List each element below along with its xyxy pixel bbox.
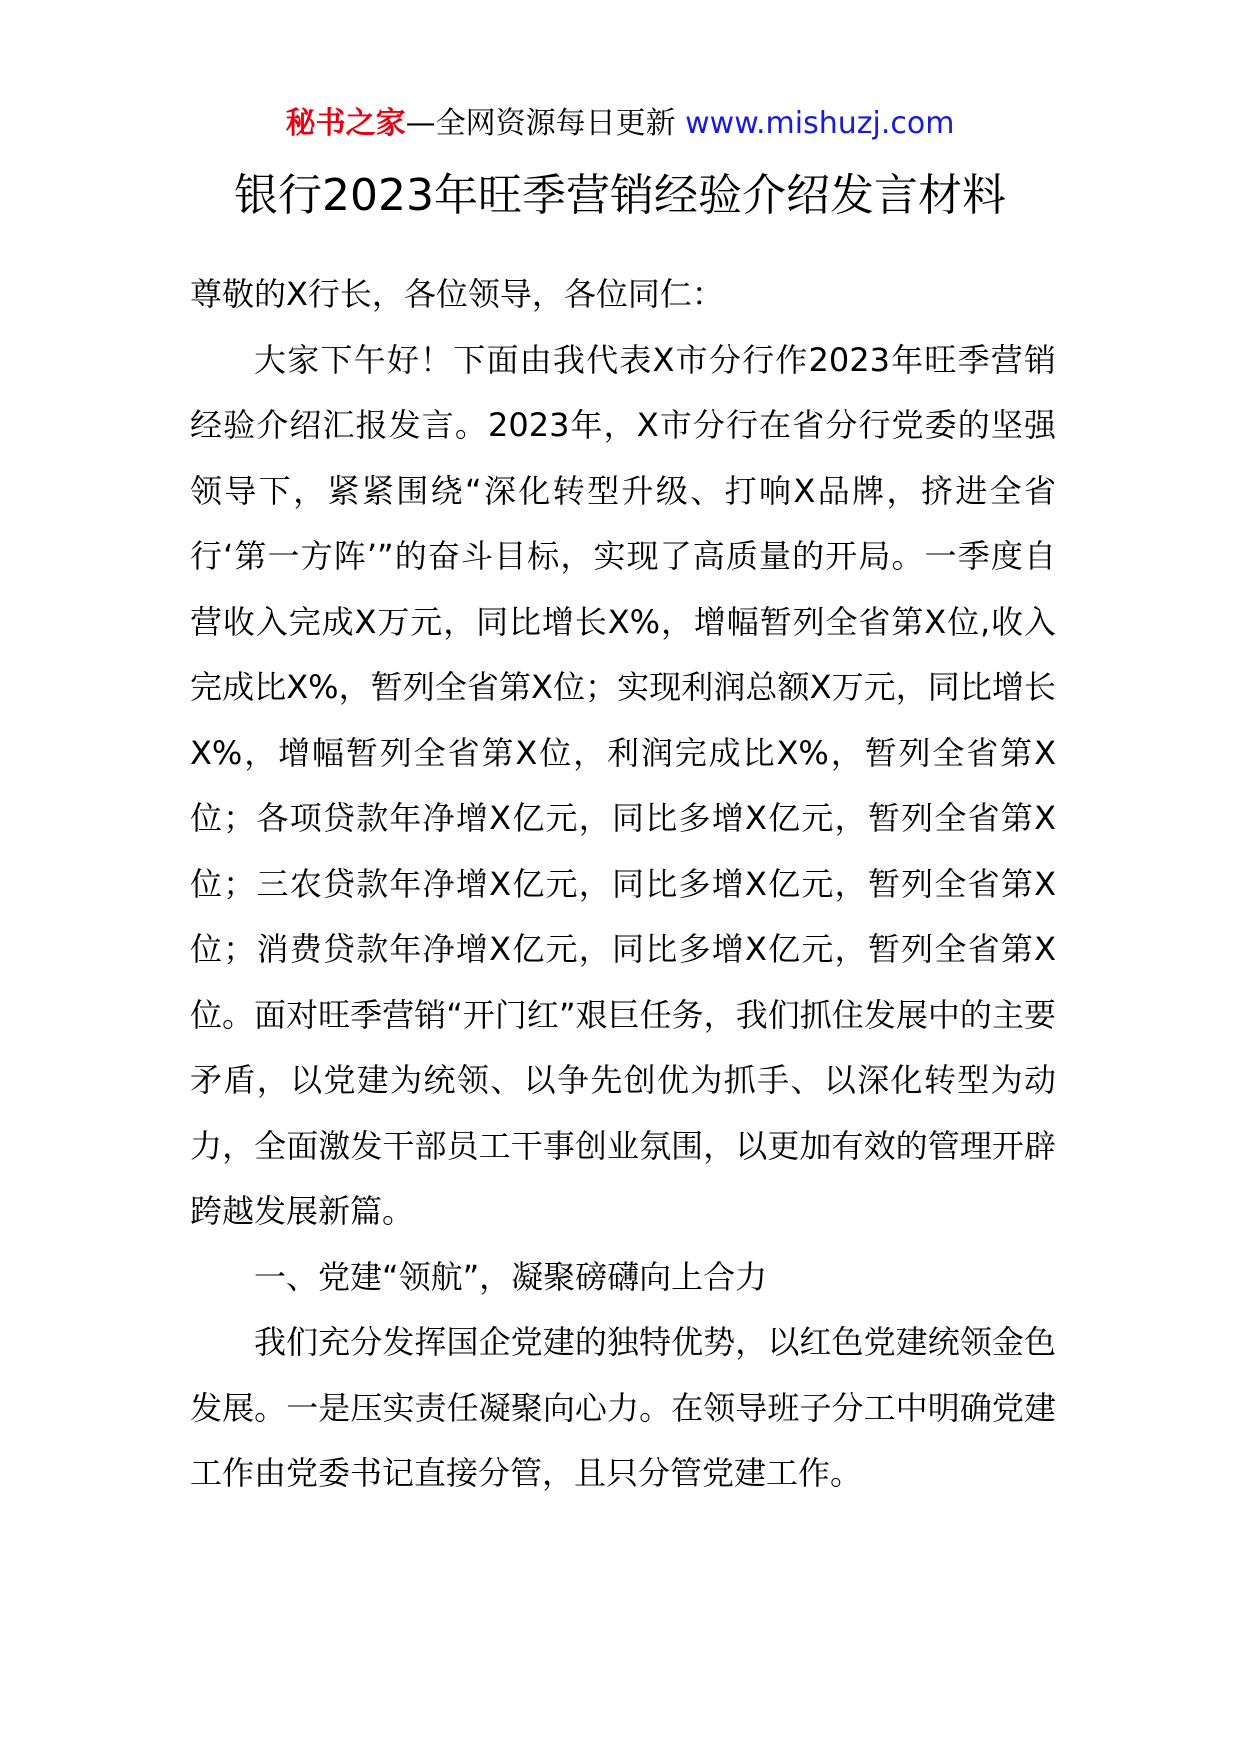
document-title: 银行2023年旺季营销经验介绍发言材料 bbox=[234, 170, 1006, 221]
section-heading: 一、党建“领航”，凝聚磅礴向上合力 bbox=[254, 1257, 768, 1296]
paragraph-intro: 大家下午好！下面由我代表X市分行作2023年旺季营销经验介绍汇报发言。2023年，X市分行在省分行党委的坚强领导下，紧紧围绕“深化转型升级、打响X品牌，挤进全省行‘第一方阵’”的奋斗目标，实现了高质量的开局。一季度自营收入完成X万元，同比增长X%，增幅暂列全省第X位,收入完成比X%，暂列全省第X位；实现利润总额X万元，同比增长X%，增幅暂列全省第X位，利润完成比X%，暂列全省第X位；各项贷款年净增X亿元，同比多增X亿元，暂列全省第X位；三农贷款年净增X亿元，同比多增X亿元，暂列全省第X位；消费贷款年净增X亿元，同比多增X亿元，暂列全省第X位。面对旺季营销“开门红”艰巨任务，我们抓住发展中的主要矛盾，以党建为统领、以争先创优为抓手、以深化转型为动力，全面激发干部员工干事创业氛围，以更加有效的管理开辟跨越发展新篇。 bbox=[190, 340, 1056, 1230]
site-banner bbox=[0, 104, 1240, 144]
document-body bbox=[190, 262, 1056, 1507]
salutation: 尊敬的X行长，各位领导，各位同仁： bbox=[190, 275, 724, 313]
brand-name: 秘书之家 bbox=[285, 106, 406, 141]
paragraph-party-building: 我们充分发挥国企党建的独特优势，以红色党建统领金色发展。一是压实责任凝聚向心力。在领导班子分工中明确党建工作由党委书记直接分管，且只分管党建工作。 bbox=[190, 1323, 1056, 1492]
banner-slogan: —全网资源每日更新 bbox=[405, 106, 676, 141]
site-url-link[interactable]: www.mishuzj.com bbox=[685, 106, 955, 141]
